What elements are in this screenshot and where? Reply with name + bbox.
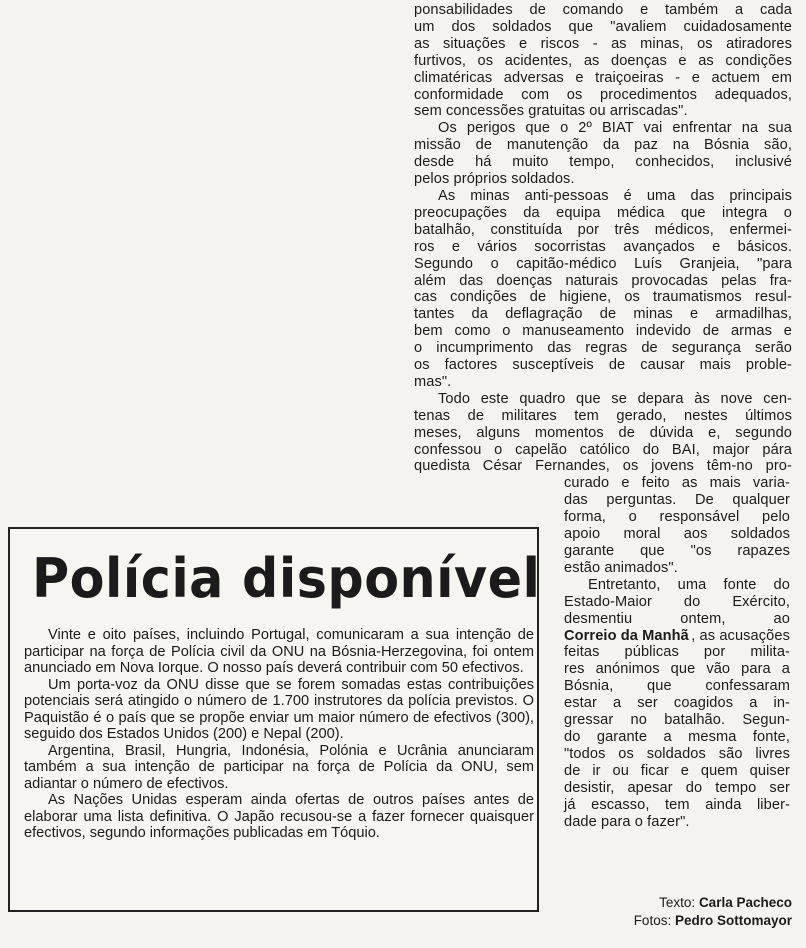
article-line: desistir, apesar do tempo ser <box>564 779 790 796</box>
article-line: pelos próprios soldados. <box>414 171 575 188</box>
article-line: as situações e riscos - as minas, os atiradores <box>414 35 792 52</box>
article-line: mas". <box>414 373 452 390</box>
text-credit <box>560 894 792 912</box>
article-line: de ir ou ficar e quem quiser <box>564 762 790 779</box>
article-line: Estado-Maior do Exército, <box>564 593 790 610</box>
article-line: conformidade com os procedimentos adequados, <box>414 86 792 103</box>
article-line: meses, alguns momentos de dúvida e, segundo <box>414 424 792 441</box>
photo-credit-name: Pedro Sottomayor <box>674 912 792 928</box>
article-line-text: , as acusações <box>691 627 790 644</box>
article-line: das perguntas. De qualquer <box>564 492 790 509</box>
article-narrow-block <box>564 475 790 830</box>
box-paragraph: Um porta-voz da ONU disse que se forem somadas estas contribuições potenciais será atingido o número de 1.700 instrutores da polícia previstos. O Paquistão é o país que se propõe enviar um maior número de efectivos (300), seguido dos Estados Unidos (200) e Nepal (200). <box>24 676 534 742</box>
article-line: do garante a mesma fonte, <box>564 728 790 745</box>
box-paragraph: Argentina, Brasil, Hungria, Indonésia, Polónia e Ucrânia anunciaram também a sua intenção de participar na força de Polícia da ONU, sem adiantar o número de efectivos. <box>24 742 534 792</box>
article-line: os factores susceptíveis de causar mais proble- <box>414 357 792 374</box>
article-line: preocupações da equipa médica que integra o <box>414 204 792 221</box>
article-line: dade para o fazer". <box>564 813 690 830</box>
article-paragraph <box>414 188 792 391</box>
article-line: um dos soldados que "avaliem cuidadosamente <box>414 18 792 35</box>
article-line: tenas de militares tem gerado, nestes últimos <box>414 407 792 424</box>
article-line: tantes da deflagração de minas e armadilhas, <box>414 306 792 323</box>
article-line: Entretanto, uma fonte do <box>588 576 790 593</box>
photo-credit-label: Fotos: <box>633 912 672 928</box>
article-line: furtivos, os acidentes, as doenças e as condições <box>414 52 792 69</box>
article-line: quedista César Fernandes, os jovens têm-no pro- <box>414 458 792 475</box>
article-line: cas condições de higiene, os traumatismos resul- <box>414 289 792 306</box>
article-line: "todos os soldados são livres <box>564 745 790 762</box>
article-line: batalhão, constituída por três médicos, enfermei- <box>414 221 792 238</box>
article-line: já escasso, tem ainda liber- <box>564 796 790 813</box>
article-line: apoio moral aos soldados <box>564 526 790 543</box>
article-line: gressar no batalhão. Segun- <box>564 712 790 729</box>
article-line: ros e vários socorristas avançados e básicos. <box>414 238 792 255</box>
article-line: estão animados". <box>564 559 678 576</box>
article-line <box>564 628 790 645</box>
article-line: confessou o capelão católico do BAI, major pára <box>414 441 792 458</box>
sidebar-story-box <box>8 527 539 912</box>
article-line: ponsabilidades de comando e também a cada <box>414 2 792 18</box>
article-paragraph <box>414 391 792 476</box>
article-line: estar a ser coagidos a in- <box>564 695 790 712</box>
box-body <box>24 627 534 842</box>
article-line: As minas anti-pessoas é uma das principais <box>438 187 792 204</box>
article-line: o incumprimento das regras de segurança serão <box>414 340 792 357</box>
article-line: Bósnia, que confessaram <box>564 678 790 695</box>
article-paragraph <box>414 120 792 188</box>
article-line: Todo este quadro que se depara às nove cen- <box>438 390 792 407</box>
article-line: climatéricas adversas e traiçoeiras - e actuem em <box>414 69 792 86</box>
article-line: sem concessões gratuitas ou arriscadas". <box>414 103 688 120</box>
article-line: feitas públicas por milita- <box>564 644 790 661</box>
article-line: res anónimos que vão para a <box>564 661 790 678</box>
article-line: além das doenças naturais provocadas pelas fra- <box>414 272 792 289</box>
article-line: forma, o responsável pelo <box>564 509 790 526</box>
article-line: desde há muito tempo, conhecidos, inclusivé <box>414 154 792 171</box>
article-line: missão de manutenção da paz na Bósnia são, <box>414 137 792 154</box>
newspaper-name: Correio da Manhã <box>564 627 689 644</box>
photo-credit <box>560 912 792 930</box>
article-line: curado e feito as mais varia- <box>564 475 790 492</box>
article-paragraph <box>414 2 792 120</box>
article-line: Segundo o capitão-médico Luís Granjeia, "para <box>414 255 792 272</box>
box-paragraph: Vinte e oito países, incluindo Portugal, comunicaram a sua intenção de participar na força de Polícia civil da ONU na Bósnia-Herzegovina, foi ontem anunciado em Nova Iorque. O nosso país deverá contribuir com 50 efectivos. <box>24 627 534 676</box>
text-credit-label: Texto: <box>659 895 696 910</box>
box-headline: Polícia disponível <box>32 547 541 610</box>
article-line: bem como o manuseamento indevido de armas e <box>414 323 792 340</box>
article-line: garante que "os rapazes <box>564 543 790 559</box>
text-credit-name: Carla Pacheco <box>698 895 792 910</box>
article-line: Os perigos que o 2º BIAT vai enfrentar na sua <box>438 120 792 137</box>
box-paragraph: As Nações Unidas esperam ainda ofertas de outros países antes de elaborar uma lista definitiva. O Japão recusou-se a fazer fornecer quaisquer efectivos, segundo informações publicadas em Tóquio. <box>24 792 534 841</box>
article-credits <box>560 894 792 929</box>
article-line: desmentiu ontem, ao <box>564 610 790 627</box>
